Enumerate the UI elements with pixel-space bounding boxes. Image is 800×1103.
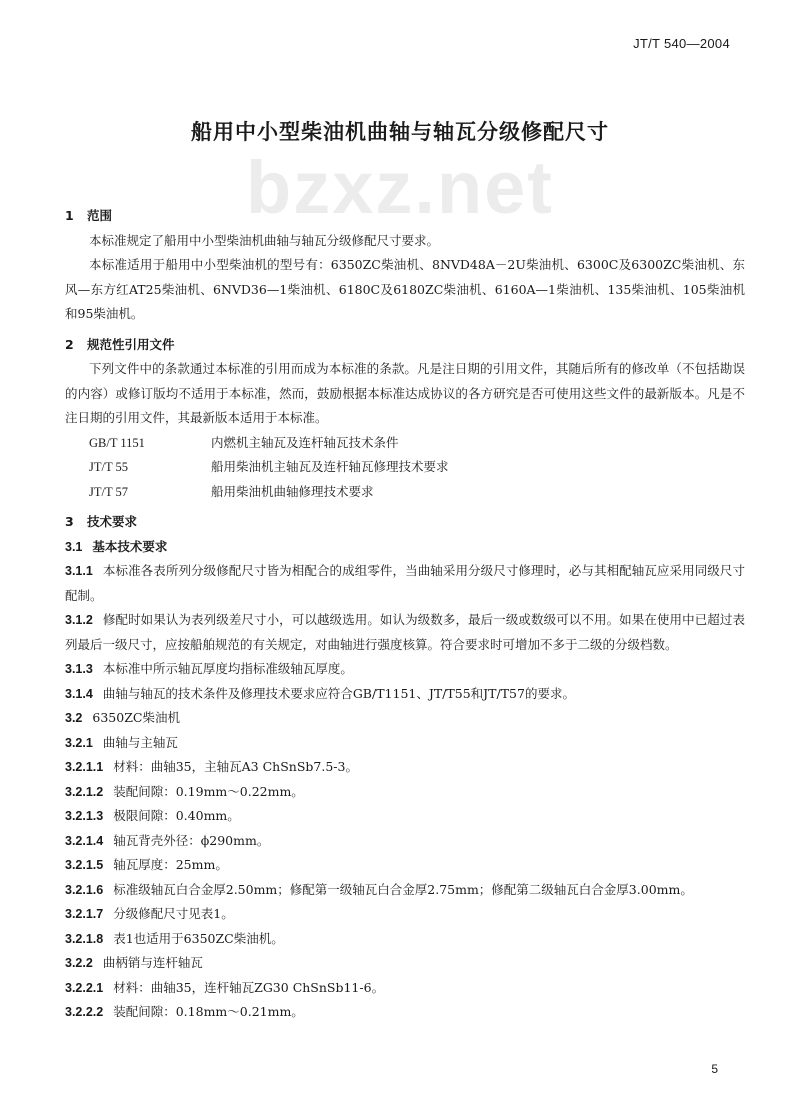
clause-number: 3.2.1.4 xyxy=(65,833,104,848)
clause xyxy=(65,853,745,878)
page-title: 船用中小型柴油机曲轴与轴瓦分级修配尺寸 xyxy=(191,120,609,144)
clause-text: 材料：曲轴35，主轴瓦A3 ChSnSb7.5-3。 xyxy=(113,759,358,774)
clause-number: 3.2.2 xyxy=(65,956,93,970)
clause xyxy=(65,706,745,731)
section-heading-requirements xyxy=(65,510,745,535)
clause xyxy=(65,1000,745,1025)
standard-code: JT/T 540—2004 xyxy=(633,36,730,51)
paragraph: 下列文件中的条款通过本标准的引用而成为本标准的条款。凡是注日期的引用文件，其随后所有的修改单（不包括勘误的内容）或修订版均不适用于本标准，然而，鼓励根据本标准达成协议的各方研究是否可使用这些文件的最新版本。凡是不注日期的引用文件，其最新版本适用于本标准。 xyxy=(65,361,745,425)
clause-number: 3.1.4 xyxy=(65,686,93,701)
clause xyxy=(65,780,745,805)
clause-number: 3.2 xyxy=(65,711,83,725)
paragraph: 本标准规定了船用中小型柴油机曲轴与轴瓦分级修配尺寸要求。 xyxy=(89,232,440,248)
clause xyxy=(65,878,745,903)
clause xyxy=(65,731,745,756)
clause xyxy=(65,976,745,1001)
watermark: bzxz.net xyxy=(246,146,554,229)
section-number: 3 xyxy=(65,514,74,529)
reference-title: 船用柴油机主轴瓦及连杆轴瓦修理技术要求 xyxy=(211,459,449,474)
clause xyxy=(65,951,745,976)
clause-text: 装配间隙：0.19mm～0.22mm。 xyxy=(113,783,304,799)
page-number: 5 xyxy=(711,1062,718,1076)
clause-text: 曲轴与轴瓦的技术条件及修理技术要求应符合GB/T1151、JT/T55和JT/T57的要求。 xyxy=(102,685,575,701)
clause-number: 3.1.3 xyxy=(65,662,93,676)
clause-number: 3.2.1.1 xyxy=(65,760,104,774)
reference-item xyxy=(65,480,745,505)
clause xyxy=(65,535,745,560)
clause-number: 3.2.2.2 xyxy=(65,1005,104,1019)
section-title: 技术要求 xyxy=(87,514,138,529)
clause-number: 3.2.1.5 xyxy=(65,858,104,872)
clause xyxy=(65,755,745,780)
clause-text: 轴瓦厚度：25mm。 xyxy=(113,857,228,872)
clause-text: 表1也适用于6350ZC柴油机。 xyxy=(113,930,284,946)
clause-text: 修配时如果认为表列级差尺寸小，可以越级选用。如认为级数多，最后一级或数级可以不用。如果在使用中已超过表列最后一级尺寸，应按船舶规范的有关规定，对曲轴进行强度核算。符合要求时可增加不多于二级的分级档数。 xyxy=(65,612,745,652)
section-heading-scope xyxy=(65,204,745,229)
reference-code: GB/T 1151 xyxy=(89,435,145,450)
clause xyxy=(65,804,745,829)
clause xyxy=(65,829,745,854)
clause-number: 3.1.1 xyxy=(65,564,93,578)
clause xyxy=(65,559,745,608)
clause-text: 本标准各表所列分级修配尺寸皆为相配合的成组零件，当曲轴采用分级尺寸修理时，必与其相配轴瓦应采用同级尺寸配制。 xyxy=(65,563,745,603)
section-number: 1 xyxy=(65,208,74,223)
clause-text: 曲轴与主轴瓦 xyxy=(102,734,178,750)
clause-number: 3.1.2 xyxy=(65,613,93,627)
document-body xyxy=(65,198,745,1025)
reference-code: JT/T 57 xyxy=(89,484,129,499)
clause-number: 3.2.1.6 xyxy=(65,882,104,897)
clause-text: 极限间隙：0.40mm。 xyxy=(113,808,240,823)
clause-text: 曲柄销与连杆轴瓦 xyxy=(102,955,203,970)
section-title: 范围 xyxy=(87,208,113,223)
clause-text: 轴瓦背壳外径：ϕ290mm。 xyxy=(113,832,270,848)
clause-text: 标准级轴瓦白合金厚2.50mm；修配第一级轴瓦白合金厚2.75mm；修配第二级轴瓦白合金厚3.00mm。 xyxy=(113,881,693,897)
clause-number: 3.2.1.8 xyxy=(65,931,104,946)
clause xyxy=(65,927,745,952)
clause xyxy=(65,682,745,707)
section-heading-references xyxy=(65,333,745,358)
clause-text: 材料：曲轴35，连杆轴瓦ZG30 ChSnSb11-6。 xyxy=(113,979,385,995)
clause xyxy=(65,657,745,682)
section-number: 2 xyxy=(65,336,74,352)
clause xyxy=(65,902,745,927)
clause-text: 本标准中所示轴瓦厚度均指标准级轴瓦厚度。 xyxy=(102,661,353,676)
reference-title: 内燃机主轴瓦及连杆轴瓦技术条件 xyxy=(211,434,399,450)
clause-text: 基本技术要求 xyxy=(92,538,168,554)
clause-number: 3.2.1 xyxy=(65,735,93,750)
clause-number: 3.1 xyxy=(65,539,83,554)
reference-code: JT/T 55 xyxy=(89,460,129,474)
clause xyxy=(65,608,745,657)
reference-item xyxy=(65,455,745,480)
clause-number: 3.2.1.2 xyxy=(65,784,104,799)
paragraph: 本标准适用于船用中小型柴油机的型号有：6350ZC柴油机、8NVD48A－2U柴油机、6300C及6300ZC柴油机、东风—东方红AT25柴油机、6NVD36—1柴油机、6180C及6180ZC柴油机、6160A—1柴油机、135柴油机、105柴油机和95柴油机。 xyxy=(65,257,745,321)
reference-item xyxy=(65,431,745,456)
clause-text: 分级修配尺寸见表1。 xyxy=(113,906,234,921)
clause-text: 6350ZC柴油机 xyxy=(92,710,180,725)
clause-number: 3.2.2.1 xyxy=(65,980,104,995)
clause-number: 3.2.1.7 xyxy=(65,907,104,921)
clause-text: 装配间隙：0.18mm～0.21mm。 xyxy=(113,1004,304,1019)
reference-title: 船用柴油机曲轴修理技术要求 xyxy=(211,483,374,499)
clause-number: 3.2.1.3 xyxy=(65,809,104,823)
section-title: 规范性引用文件 xyxy=(87,336,175,352)
